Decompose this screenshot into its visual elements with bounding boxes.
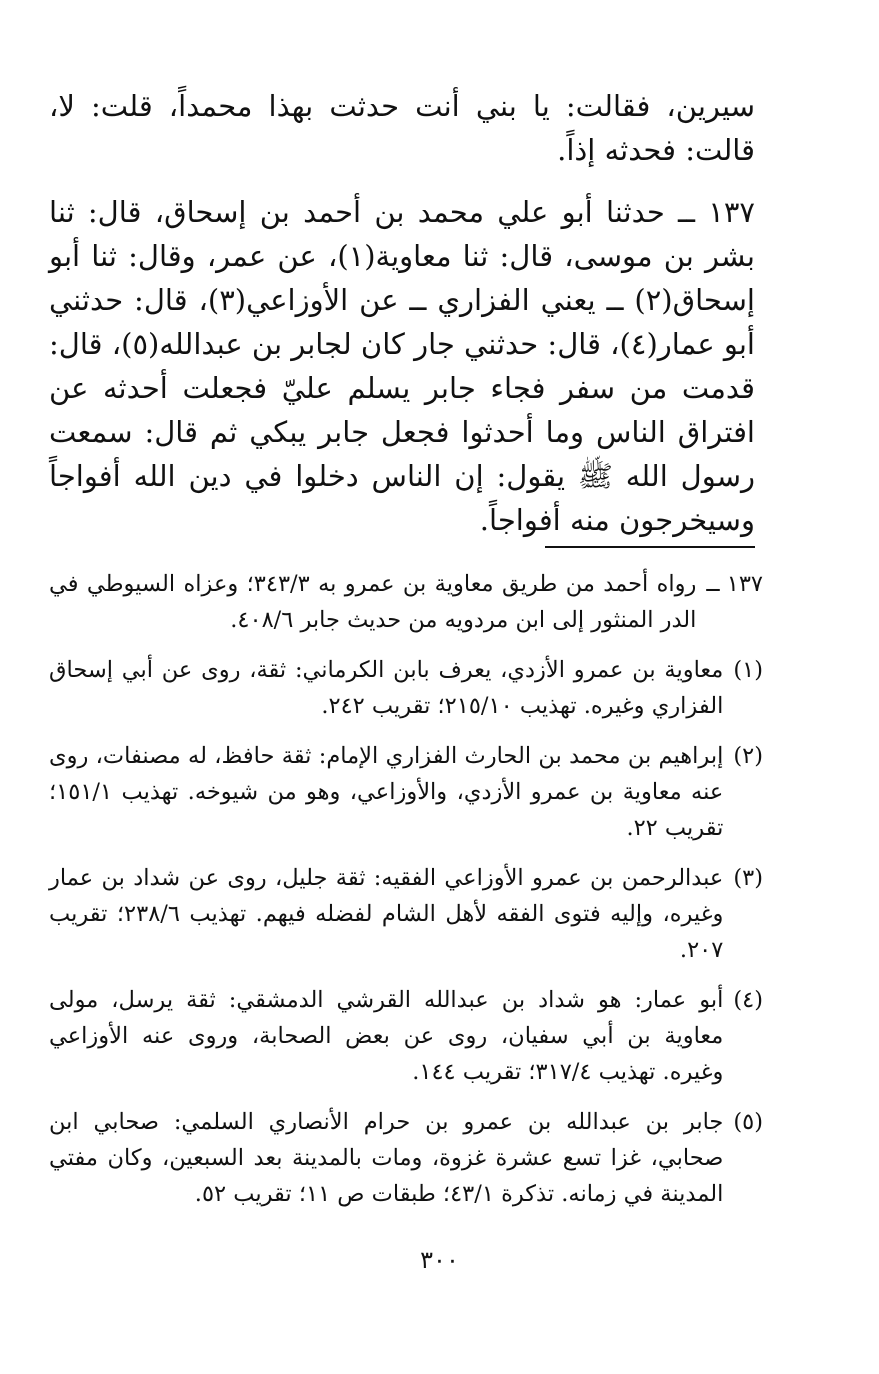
footnote-divider: [545, 546, 755, 548]
footnote-3: [49, 860, 763, 968]
footnotes-section: [49, 566, 763, 1226]
footnote-text: معاوية بن عمرو الأزدي، يعرف بابن الكرماني: ثقة، روى عن أبي إسحاق الفزاري وغيره. تهذيب ٢١٥/١٠؛ تقريب ٢٤٢.: [49, 657, 724, 719]
footnote-4: [49, 982, 763, 1090]
footnote-text: أبو عمار: هو شداد بن عبدالله القرشي الدمشقي: ثقة يرسل، مولى معاوية بن أبي سفيان، روى عن بعض الصحابة، وروى عنه الأوزاعي وغيره. تهذيب ٣١٧/٤؛ تقريب ١٤٤.: [49, 987, 724, 1085]
footnote-marker: (٥): [733, 1109, 763, 1135]
footnote-text: رواه أحمد من طريق معاوية بن عمرو به ٣٤٣/٣؛ وعزاه السيوطي في الدر المنثور إلى ابن مردويه من حديث جابر ٤٠٨/٦.: [49, 571, 697, 633]
footnote-marker: ١٣٧ ــ: [706, 571, 763, 597]
page-number: ٣٠٠: [420, 1246, 459, 1274]
footnote-137: [49, 566, 763, 638]
footnote-1: [49, 652, 763, 724]
footnote-text: جابر بن عبدالله بن عمرو بن حرام الأنصاري السلمي: صحابي ابن صحابي، غزا تسع عشرة غزوة، ومات بالمدينة بعد السبعين، وكان مفتي المدينة في زمانه. تذكرة ٤٣/١؛ طبقات ص ١١؛ تقريب ٥٢.: [49, 1109, 724, 1207]
footnote-5: [49, 1104, 763, 1212]
footnote-2: [49, 738, 763, 846]
hadith-137-paragraph: ١٣٧ ــ حدثنا أبو علي محمد بن أحمد بن إسحاق، قال: ثنا بشر بن موسى، قال: ثنا معاوية(١)، عن عمر، وقال: ثنا أبو إسحاق(٢) ــ يعني الفزاري ــ عن الأوزاعي(٣)، قال: حدثني أبو عمار(٤)، قال: حدثني جار كان لجابر بن عبدالله(٥)، قال: قدمت من سفر فجاء جابر يسلم عليّ فجعلت أحدثه عن افتراق الناس وما أحدثوا فجعل جابر يبكي ثم قال: سمعت رسول الله ﷺ يقول: إن الناس دخلوا في دين الله أفواجاً وسيخرجون منه أفواجاً.: [49, 195, 755, 537]
footnote-text: إبراهيم بن محمد بن الحارث الفزاري الإمام: ثقة حافظ، له مصنفات، روى عنه معاوية بن عمرو الأزدي، والأوزاعي، وهو من شيوخه. تهذيب ١٥١/١؛ تقريب ٢٢.: [49, 743, 724, 841]
footnote-text: عبدالرحمن بن عمرو الأوزاعي الفقيه: ثقة جليل، روى عن شداد بن عمار وغيره، وإليه فتوى الفقه لأهل الشام لفضله فيهم. تهذيب ٢٣٨/٦؛ تقريب ٢٠٧.: [49, 865, 724, 963]
footnote-marker: (٢): [733, 743, 763, 769]
main-text-block: [49, 84, 755, 542]
footnote-marker: (٣): [733, 865, 763, 891]
footnote-marker: (٤): [733, 987, 763, 1013]
main-paragraph-continuation: سيرين، فقالت: يا بني أنت حدثت بهذا محمداً، قلت: لا، قالت: فحدثه إذاً.: [49, 89, 755, 167]
footnote-marker: (١): [733, 657, 763, 683]
